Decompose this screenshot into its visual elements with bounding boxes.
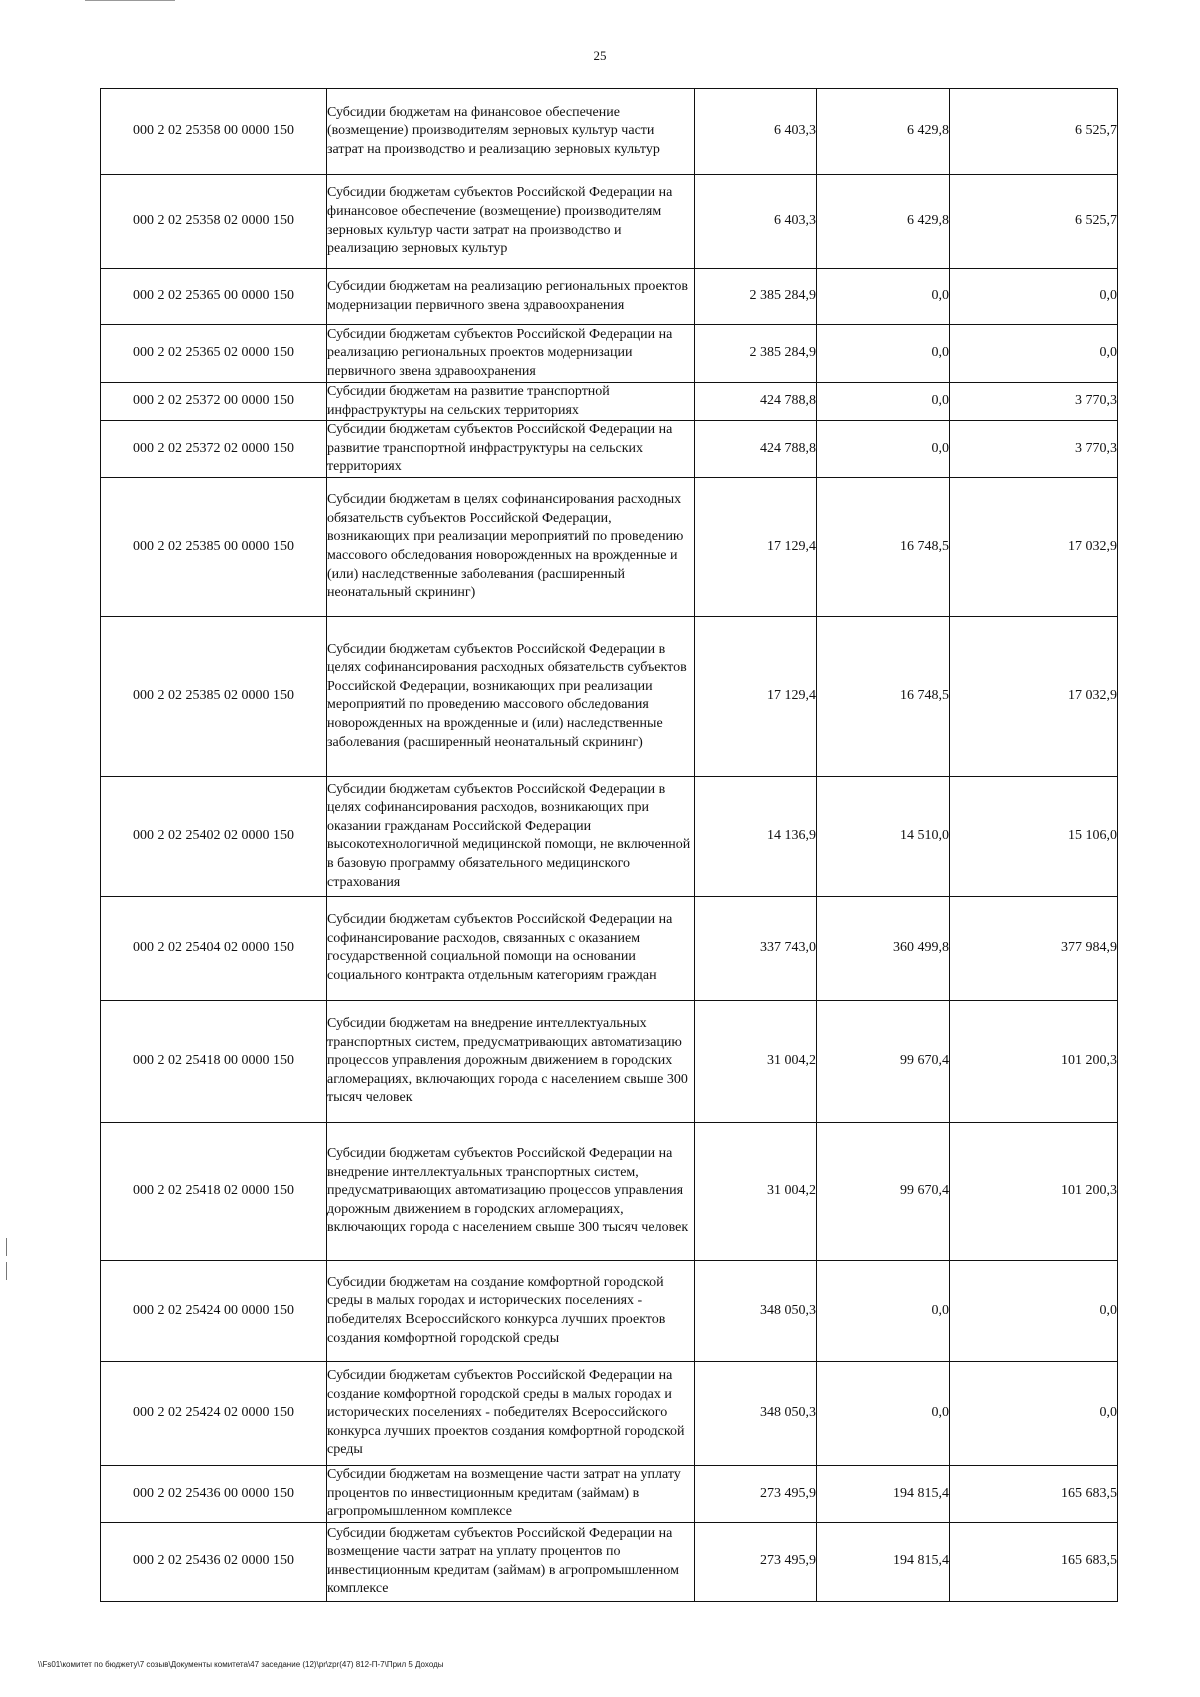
revenue-description: Субсидии бюджетам на развитие транспортной инфраструктуры на сельских территориях <box>327 383 695 421</box>
table-row <box>101 269 1118 325</box>
budget-revenue-table <box>100 88 1118 1602</box>
table-row <box>101 383 1118 421</box>
table-row <box>101 1122 1118 1260</box>
amount-year-1: 424 788,8 <box>695 421 817 478</box>
table-row <box>101 1465 1118 1522</box>
amount-year-3: 3 770,3 <box>950 421 1118 478</box>
table-row <box>101 1522 1118 1601</box>
amount-year-3: 0,0 <box>950 325 1118 383</box>
amount-year-2: 194 815,4 <box>817 1465 950 1522</box>
amount-year-3: 17 032,9 <box>950 616 1118 776</box>
amount-year-1: 273 495,9 <box>695 1522 817 1601</box>
amount-year-3: 6 525,7 <box>950 175 1118 269</box>
amount-year-3: 0,0 <box>950 269 1118 325</box>
amount-year-2: 0,0 <box>817 383 950 421</box>
table-row <box>101 1361 1118 1465</box>
budget-classification-code: 000 2 02 25358 02 0000 150 <box>101 175 327 269</box>
amount-year-3: 0,0 <box>950 1361 1118 1465</box>
table-row <box>101 1000 1118 1122</box>
table-row <box>101 89 1118 175</box>
amount-year-3: 3 770,3 <box>950 383 1118 421</box>
table-row <box>101 421 1118 478</box>
revenue-description: Субсидии бюджетам субъектов Российской Федерации на внедрение интеллектуальных транспортных систем, предусматривающих автоматизацию процессов управления дорожным движением в городских агломерациях, включающих города с населением свыше 300 тысяч человек <box>327 1122 695 1260</box>
revenue-description: Субсидии бюджетам на финансовое обеспечение (возмещение) производителям зерновых культур части затрат на производство и реализацию зерновых культур <box>327 89 695 175</box>
table-body <box>101 89 1118 1602</box>
amount-year-3: 17 032,9 <box>950 477 1118 616</box>
revenue-description: Субсидии бюджетам на возмещение части затрат на уплату процентов по инвестиционным кредитам (займам) в агропромышленном комплексе <box>327 1465 695 1522</box>
amount-year-2: 0,0 <box>817 1361 950 1465</box>
revenue-description: Субсидии бюджетам на реализацию региональных проектов модернизации первичного звена здравоохранения <box>327 269 695 325</box>
amount-year-2: 0,0 <box>817 325 950 383</box>
budget-classification-code: 000 2 02 25436 00 0000 150 <box>101 1465 327 1522</box>
revenue-description: Субсидии бюджетам на внедрение интеллектуальных транспортных систем, предусматривающих автоматизацию процессов управления дорожным движением в городских агломерациях, включающих города с населением свыше 300 тысяч человек <box>327 1000 695 1122</box>
amount-year-2: 194 815,4 <box>817 1522 950 1601</box>
file-path-footer: \\Fs01\комитет по бюджету\7 созыв\Документы комитета\47 заседание (12)\pr\zpr(47) 812-П-7\Прил 5 Доходы <box>38 1660 444 1669</box>
amount-year-2: 0,0 <box>817 1260 950 1361</box>
amount-year-1: 31 004,2 <box>695 1000 817 1122</box>
amount-year-2: 360 499,8 <box>817 896 950 1000</box>
budget-classification-code: 000 2 02 25372 00 0000 150 <box>101 383 327 421</box>
amount-year-3: 101 200,3 <box>950 1000 1118 1122</box>
amount-year-1: 2 385 284,9 <box>695 269 817 325</box>
amount-year-2: 14 510,0 <box>817 776 950 896</box>
table-row <box>101 1260 1118 1361</box>
amount-year-1: 424 788,8 <box>695 383 817 421</box>
table-row <box>101 776 1118 896</box>
table-row <box>101 325 1118 383</box>
table-row <box>101 616 1118 776</box>
scan-edge-mark <box>6 1262 7 1280</box>
amount-year-2: 99 670,4 <box>817 1122 950 1260</box>
budget-classification-code: 000 2 02 25424 02 0000 150 <box>101 1361 327 1465</box>
budget-classification-code: 000 2 02 25365 00 0000 150 <box>101 269 327 325</box>
budget-classification-code: 000 2 02 25358 00 0000 150 <box>101 89 327 175</box>
amount-year-1: 273 495,9 <box>695 1465 817 1522</box>
revenue-description: Субсидии бюджетам субъектов Российской Федерации на развитие транспортной инфраструктуры на сельских территориях <box>327 421 695 478</box>
revenue-description: Субсидии бюджетам субъектов Российской Федерации на реализацию региональных проектов модернизации первичного звена здравоохранения <box>327 325 695 383</box>
revenue-description: Субсидии бюджетам субъектов Российской Федерации в целях софинансирования расходных обязательств субъектов Российской Федерации, возникающих при реализации мероприятий по проведению массового обследования новорожденных на врожденные и (или) наследственные заболевания (расширенный неонатальный скрининг) <box>327 616 695 776</box>
amount-year-1: 17 129,4 <box>695 616 817 776</box>
budget-classification-code: 000 2 02 25385 00 0000 150 <box>101 477 327 616</box>
amount-year-2: 16 748,5 <box>817 616 950 776</box>
amount-year-3: 165 683,5 <box>950 1465 1118 1522</box>
scan-edge-mark <box>85 0 175 1</box>
amount-year-1: 337 743,0 <box>695 896 817 1000</box>
budget-classification-code: 000 2 02 25385 02 0000 150 <box>101 616 327 776</box>
amount-year-1: 31 004,2 <box>695 1122 817 1260</box>
amount-year-1: 2 385 284,9 <box>695 325 817 383</box>
revenue-description: Субсидии бюджетам на создание комфортной городской среды в малых городах и исторических поселениях - победителях Всероссийского конкурса лучших проектов создания комфортной городской среды <box>327 1260 695 1361</box>
amount-year-3: 0,0 <box>950 1260 1118 1361</box>
revenue-description: Субсидии бюджетам субъектов Российской Федерации в целях софинансирования расходов, возникающих при оказании гражданам Российской Федерации высокотехнологичной медицинской помощи, не включенной в базовую программу обязательного медицинского страхования <box>327 776 695 896</box>
page-number: 25 <box>593 48 607 63</box>
amount-year-2: 16 748,5 <box>817 477 950 616</box>
amount-year-2: 99 670,4 <box>817 1000 950 1122</box>
table-row <box>101 477 1118 616</box>
budget-classification-code: 000 2 02 25424 00 0000 150 <box>101 1260 327 1361</box>
budget-classification-code: 000 2 02 25418 02 0000 150 <box>101 1122 327 1260</box>
budget-classification-code: 000 2 02 25365 02 0000 150 <box>101 325 327 383</box>
budget-classification-code: 000 2 02 25372 02 0000 150 <box>101 421 327 478</box>
amount-year-1: 348 050,3 <box>695 1361 817 1465</box>
table-row <box>101 175 1118 269</box>
amount-year-2: 0,0 <box>817 269 950 325</box>
amount-year-1: 6 403,3 <box>695 89 817 175</box>
amount-year-1: 17 129,4 <box>695 477 817 616</box>
amount-year-3: 6 525,7 <box>950 89 1118 175</box>
scan-edge-mark <box>6 1238 7 1256</box>
budget-classification-code: 000 2 02 25436 02 0000 150 <box>101 1522 327 1601</box>
amount-year-2: 0,0 <box>817 421 950 478</box>
revenue-description: Субсидии бюджетам субъектов Российской Федерации на финансовое обеспечение (возмещение) производителям зерновых культур части затрат на производство и реализацию зерновых культур <box>327 175 695 269</box>
amount-year-3: 377 984,9 <box>950 896 1118 1000</box>
budget-classification-code: 000 2 02 25418 00 0000 150 <box>101 1000 327 1122</box>
amount-year-2: 6 429,8 <box>817 89 950 175</box>
revenue-description: Субсидии бюджетам субъектов Российской Федерации на софинансирование расходов, связанных с оказанием государственной социальной помощи на основании социального контракта отдельным категориям граждан <box>327 896 695 1000</box>
amount-year-3: 15 106,0 <box>950 776 1118 896</box>
budget-classification-code: 000 2 02 25402 02 0000 150 <box>101 776 327 896</box>
amount-year-1: 14 136,9 <box>695 776 817 896</box>
amount-year-1: 6 403,3 <box>695 175 817 269</box>
revenue-description: Субсидии бюджетам субъектов Российской Федерации на создание комфортной городской среды в малых городах и исторических поселениях - победителях Всероссийского конкурса лучших проектов создания комфортной городской среды <box>327 1361 695 1465</box>
revenue-description: Субсидии бюджетам в целях софинансирования расходных обязательств субъектов Российской Федерации, возникающих при реализации мероприятий по проведению массового обследования новорожденных на врожденные и (или) наследственные заболевания (расширенный неонатальный скрининг) <box>327 477 695 616</box>
revenue-description: Субсидии бюджетам субъектов Российской Федерации на возмещение части затрат на уплату процентов по инвестиционным кредитам (займам) в агропромышленном комплексе <box>327 1522 695 1601</box>
table-row <box>101 896 1118 1000</box>
amount-year-2: 6 429,8 <box>817 175 950 269</box>
amount-year-1: 348 050,3 <box>695 1260 817 1361</box>
amount-year-3: 165 683,5 <box>950 1522 1118 1601</box>
budget-classification-code: 000 2 02 25404 02 0000 150 <box>101 896 327 1000</box>
amount-year-3: 101 200,3 <box>950 1122 1118 1260</box>
